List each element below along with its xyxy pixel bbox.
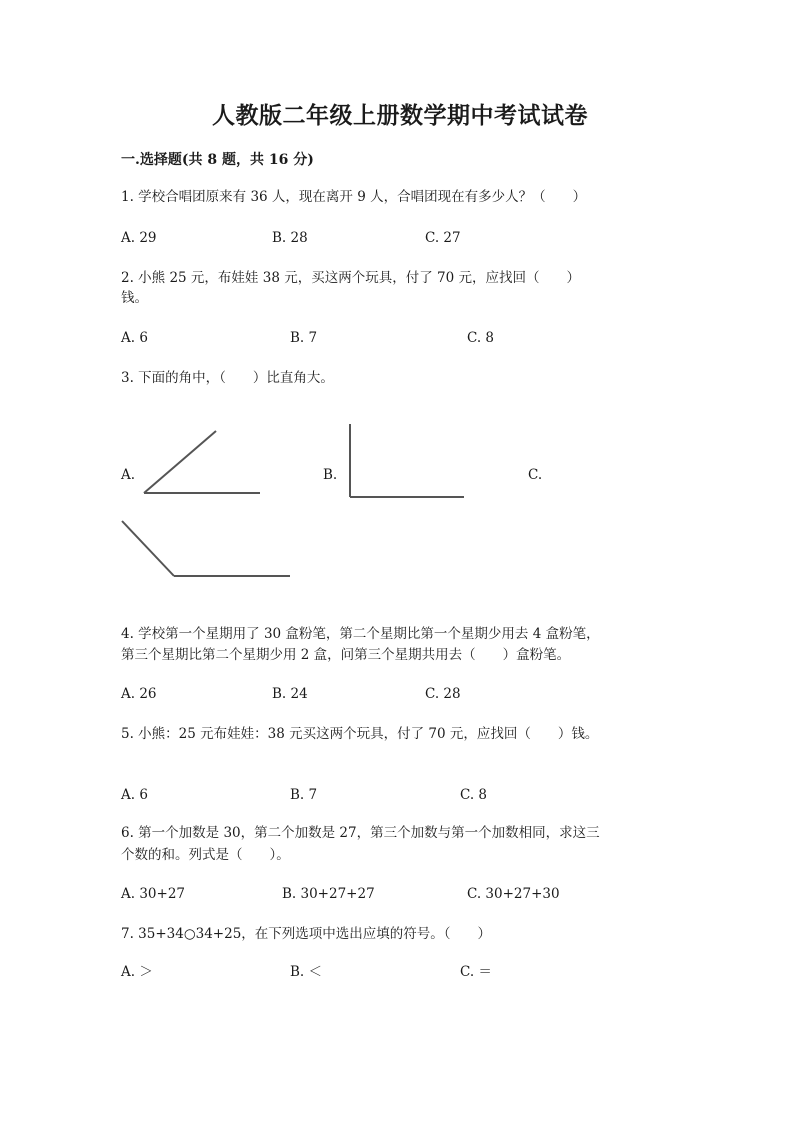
q1-option-b: B. 28 — [272, 230, 308, 246]
q5-option-c: C. 8 — [460, 787, 488, 803]
q5-option-a: A. 6 — [121, 787, 148, 803]
q7-option-c: C. ＝ — [460, 964, 492, 980]
question-3: 3. 下面的角中，（ ）比直角大。 — [121, 370, 334, 386]
q3-option-a: A. — [121, 467, 136, 483]
obtuse-angle-figure — [116, 515, 296, 583]
obtuse-angle-ray-1 — [122, 521, 174, 576]
question-1: 1. 学校合唱团原来有 36 人，现在离开 9 人，合唱团现在有多少人？（ ） — [121, 189, 587, 205]
q6-option-c: C. 30+27+30 — [467, 886, 560, 902]
q3-option-c: C. — [528, 467, 543, 483]
q4-option-a: A. 26 — [121, 686, 157, 702]
question-7: 7. 35+34○34+25，在下列选项中选出应填的符号。（ ） — [121, 926, 492, 942]
q2-option-c: C. 8 — [467, 330, 495, 346]
q5-option-b: B. 7 — [290, 787, 318, 803]
q3-option-b: B. — [323, 467, 338, 483]
q2-option-b: B. 7 — [290, 330, 318, 346]
question-4-line-2: 第三个星期比第二个星期少用 2 盒，问第三个星期共用去（ ）盒粉笔。 — [121, 647, 571, 663]
question-2-line-1: 2. 小熊 25 元，布娃娃 38 元，买这两个玩具，付了 70 元，应找回（ ） — [121, 270, 580, 286]
page-title: 人教版二年级上册数学期中考试试卷 — [212, 102, 588, 129]
question-4-line-1: 4. 学校第一个星期用了 30 盒粉笔，第二个星期比第一个星期少用去 4 盒粉笔， — [121, 626, 600, 642]
acute-angle-figure — [138, 425, 268, 500]
q1-option-c: C. 27 — [425, 230, 461, 246]
section-heading: 一.选择题(共 8 题，共 16 分) — [121, 152, 314, 168]
question-6-line-1: 6. 第一个加数是 30，第二个加数是 27，第三个加数与第一个加数相同，求这三 — [121, 825, 600, 841]
right-angle-figure — [344, 420, 474, 502]
q6-option-b: B. 30+27+27 — [282, 886, 375, 902]
question-5: 5. 小熊：25 元布娃娃：38 元买这两个玩具，付了 70 元，应找回（ ）钱。 — [121, 726, 599, 742]
q4-option-c: C. 28 — [425, 686, 461, 702]
q7-option-b: B. ＜ — [290, 964, 323, 980]
q4-option-b: B. 24 — [272, 686, 308, 702]
q2-option-a: A. 6 — [121, 330, 148, 346]
question-6-line-2: 个数的和。列式是（ ）。 — [121, 847, 290, 863]
q1-option-a: A. 29 — [121, 230, 157, 246]
question-2-line-2: 钱。 — [121, 290, 148, 306]
q7-option-a: A. ＞ — [121, 964, 153, 980]
acute-angle-ray-1 — [144, 431, 216, 493]
q6-option-a: A. 30+27 — [121, 886, 185, 902]
